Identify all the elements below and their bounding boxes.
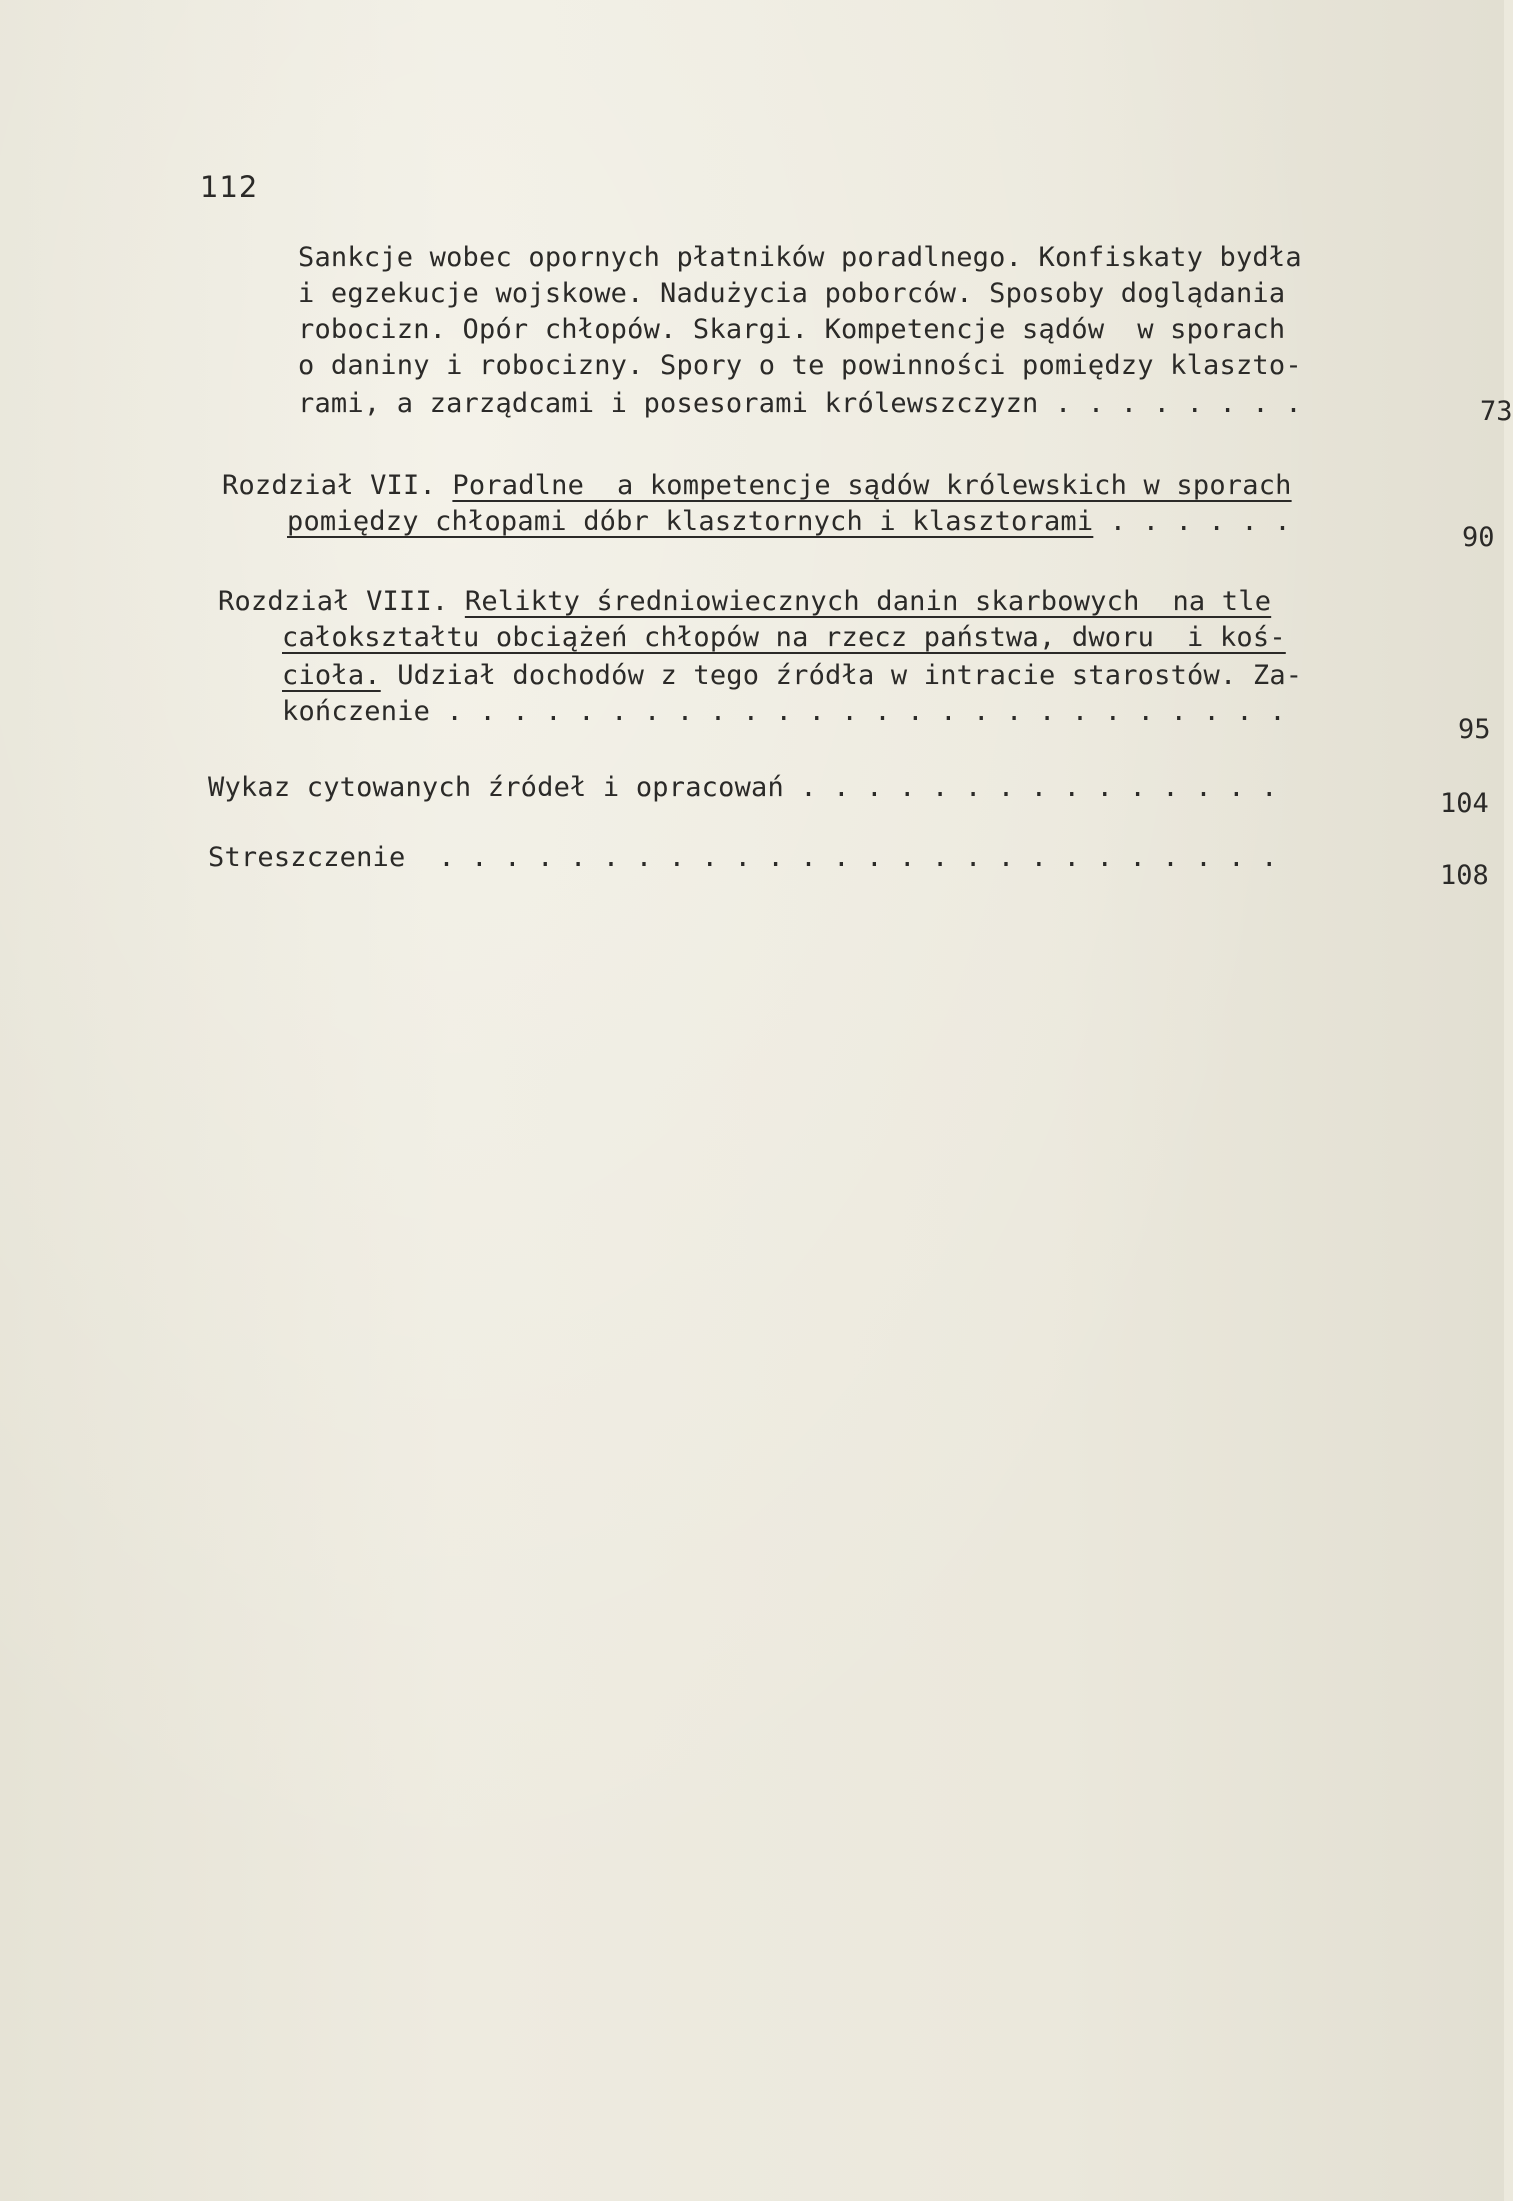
chapter-title: Relikty średniowiecznych danin skarbowych na tle — [464, 586, 1272, 617]
toc-page-number: 90 — [1462, 522, 1495, 553]
chapter-subtitle: Udział dochodów z tego źródła w intracie starostów. Za- — [380, 660, 1303, 691]
toc-line — [222, 468, 1292, 504]
chapter-title: całokształtu obciążeń chłopów na rzecz państwa, dworu i koś- — [282, 622, 1286, 653]
toc-line — [282, 620, 1286, 656]
toc-line — [282, 658, 1302, 694]
toc-page-number: 104 — [1440, 788, 1489, 819]
toc-line: Wykaz cytowanych źródeł i opracowań . . . . . . . . . . . . . . . — [208, 772, 1278, 803]
toc-page-number: 108 — [1440, 860, 1489, 891]
chapter-title: pomiędzy chłopami dóbr klasztornych i klasztorami — [287, 506, 1094, 537]
toc-line: Streszczenie . . . . . . . . . . . . . . . . . . . . . . . . . . — [208, 842, 1278, 873]
toc-line: robocizn. Opór chłopów. Skargi. Kompetencje sądów w sporach — [298, 314, 1286, 345]
toc-line: i egzekucje wojskowe. Nadużycia poborców. Sposoby doglądania — [298, 278, 1286, 309]
page-number: 112 — [200, 170, 259, 204]
toc-line — [218, 584, 1271, 620]
toc-line — [287, 504, 1291, 540]
toc-line: rami, a zarządcami i posesorami królewszczyzn . . . . . . . . — [298, 388, 1302, 419]
toc-line: kończenie . . . . . . . . . . . . . . . . . . . . . . . . . . — [282, 696, 1286, 727]
chapter-title: Poradlne a kompetencje sądów królewskich w sporach — [452, 470, 1292, 501]
chapter-title: cioła. — [282, 660, 381, 691]
toc-page-number: 73 — [1480, 396, 1513, 427]
toc-leader-dots: . . . . . . — [1093, 506, 1291, 537]
chapter-label: Rozdział VII. — [222, 470, 436, 501]
toc-line: Sankcje wobec opornych płatników poradlnego. Konfiskaty bydła — [298, 242, 1302, 273]
chapter-label: Rozdział VIII. — [218, 586, 449, 617]
toc-page-number: 95 — [1458, 714, 1491, 745]
toc-line: o daniny i robocizny. Spory o te powinności pomiędzy klaszto- — [298, 350, 1302, 381]
